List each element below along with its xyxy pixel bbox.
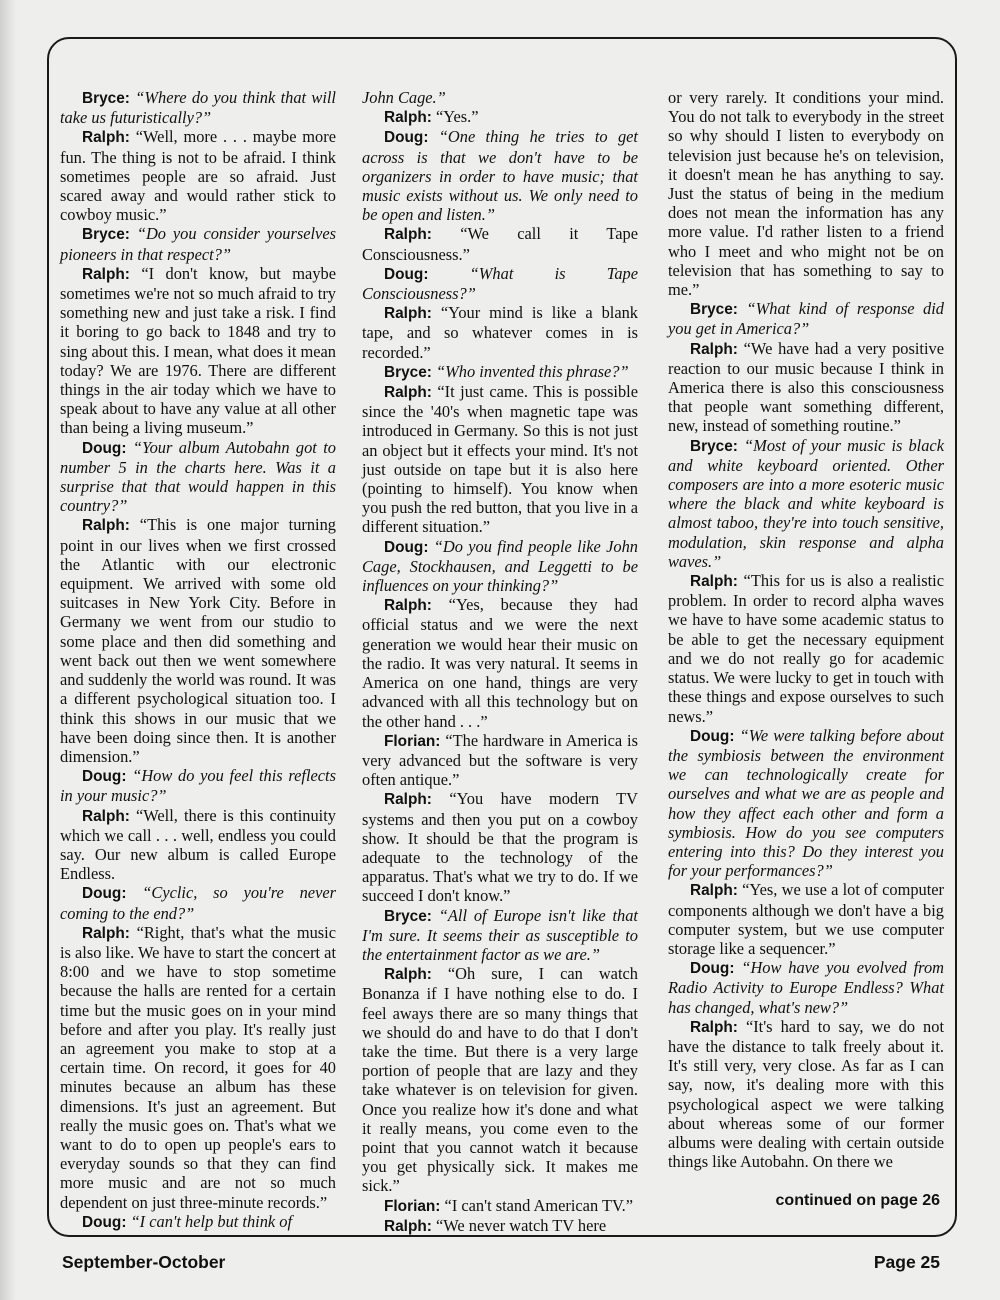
answer-text: “I can't stand American TV.” (444, 1195, 634, 1215)
speaker-name: Ralph: (384, 384, 432, 402)
question-text: “Your album Autobahn got to number 5 in the charts here. Was it a surprise that that would happen in this country?” (60, 437, 336, 516)
speaker-name: Ralph: (82, 807, 130, 825)
interview-paragraph (60, 264, 336, 438)
interview-paragraph (362, 303, 638, 362)
question-text: “Cyclic, so you're never coming to the end?” (60, 883, 336, 923)
interview-paragraph (362, 1196, 638, 1216)
answer-text: “Yes.” (436, 107, 479, 127)
interview-paragraph (362, 595, 638, 730)
question-text: “Do you consider yourselves pioneers in that respect?” (60, 224, 336, 264)
speaker-name: Ralph: (384, 791, 432, 809)
interview-paragraph (362, 1216, 638, 1236)
interview-paragraph (60, 224, 336, 263)
answer-text: “Oh sure, I can watch Bonanza if I have nothing else to do. I feel aways there are so many things that we should do and have to do that I don't take the time. But there is a very large portion of people that are lazy and they take whatever is on television for given. Once you realize how it's done and what it really means, you come even to the point that you cannot watch it because you get physically sick. It makes me sick.” (362, 964, 638, 1196)
speaker-name: Ralph: (82, 924, 130, 942)
answer-text: “Your mind is like a blank tape, and so whatever comes in is recorded.” (362, 303, 638, 362)
interview-paragraph (362, 906, 638, 965)
speaker-name: Ralph: (82, 517, 130, 535)
interview-paragraph (362, 107, 638, 127)
answer-text: “Well, more . . . maybe more fun. The thing is not to be afraid. I think sometimes people are so afraid. Just scared away and would rather stick to cowboy music.” (60, 127, 336, 225)
answer-text: “You have modern TV systems and then you put on a cowboy show. It should be that the program is adequate to the technology of the apparatus. That's what we try to do. If we succeed I don't know.” (362, 789, 638, 906)
speaker-name: Doug: (82, 768, 127, 786)
issue-date: September-October (62, 1252, 226, 1272)
interview-paragraph (362, 382, 638, 537)
speaker-name: Ralph: (690, 340, 738, 358)
answer-text: “This for us is also a realistic problem. In order to record alpha waves we have to have some academic status to be able to get the necessary equipment and we do not really go for academic status. We were lucky to get in touch with these things and expose ourselves to such news.” (668, 571, 944, 726)
continued-note: continued on page 26 (775, 1192, 940, 1209)
interview-paragraph (362, 789, 638, 905)
question-text: “Who invented this phrase?” (436, 361, 629, 381)
interview-paragraph (60, 438, 336, 516)
speaker-name: Doug: (690, 727, 735, 745)
interview-paragraph (668, 880, 944, 958)
answer-text: “It just came. This is possible since the '40's when magnetic tape was introduced in Germany. So this is not just an object but it effects your mind. It's not just outside on tape but it is also here (pointing to himself). You know when you push the red button, that you live in a different situation.” (362, 382, 638, 537)
answer-text: “We call it Tape Consciousness.” (362, 224, 638, 264)
answer-text: “Right, that's what the music is also like. We have to start the concert at 8:00 and we have to stop sometime because the halls are rented for a certain time but the music goes on in your mind before and after you play. It's really just an agreement you make to stop at a certain time. On record, it goes for 40 minutes because an album has these dimensions. It's just an agreement. But really the music goes on. That's what we want to do to open up people's ears to everyday sounds so that they can find more music and are not so much dependent on just three-minute records.” (60, 922, 337, 1212)
speaker-name: Ralph: (82, 265, 130, 283)
answer-text: “This is one major turning point in our lives when we first crossed the Atlantic with our electronic equipment. We arrived with some old suitcases in New York City. Before in Germany we went from our studio to some place and then did something and went back out then we went somewhere and suddenly the world was round. It was a different psychological situation too. I think this shows in our music that we have been doing since then. It is another dimension.” (60, 515, 336, 766)
speaker-name: Doug: (82, 1213, 127, 1231)
speaker-name: Ralph: (384, 109, 432, 127)
speaker-name: Doug: (384, 265, 429, 283)
speaker-name: Florian: (384, 732, 441, 750)
question-text: “What kind of response did you get in America?” (668, 299, 944, 339)
interview-paragraph (668, 339, 944, 436)
interview-paragraph (60, 806, 336, 884)
speaker-name: Doug: (82, 885, 127, 903)
question-text: “How have you evolved from Radio Activity to Europe Endless? What has changed, what's new?” (668, 958, 944, 1017)
interview-paragraph (60, 766, 336, 805)
answer-text: “We have had a very positive reaction to our music because I think in America there is also this consciousness that people want something different, new, instead of something routine.” (668, 338, 944, 436)
question-text: John Cage.” (362, 88, 446, 107)
interview-paragraph (362, 731, 638, 790)
speaker-name: Doug: (690, 960, 735, 978)
interview-paragraph (60, 88, 336, 127)
interview-paragraph (60, 515, 336, 766)
interview-paragraph (60, 127, 336, 224)
speaker-name: Ralph: (384, 966, 432, 984)
answer-text: “We never watch TV here (436, 1215, 607, 1235)
interview-paragraph (668, 958, 944, 1017)
question-text: “I can't help but think of (130, 1211, 293, 1231)
interview-paragraph (668, 726, 944, 881)
speaker-name: Bryce: (82, 226, 130, 244)
speaker-name: Ralph: (690, 882, 738, 900)
interview-paragraph (668, 1017, 944, 1172)
interview-paragraph (362, 224, 638, 263)
interview-paragraph (362, 88, 638, 107)
interview-paragraph (668, 88, 944, 299)
speaker-name: Bryce: (690, 301, 738, 319)
speaker-name: Ralph: (384, 1217, 432, 1235)
answer-text: “I don't know, but maybe sometimes we're not so much afraid to try something new and just take a risk. I find it boring to go back to 1848 and try to sing about this. I mean, what does it mean today? We are 1976. There are different things in the air today which we have to speak about to have any value at all other than being a living museum.” (60, 263, 336, 438)
answer-text: or very rarely. It conditions your mind. You do not talk to everybody in the street so why should I listen to everybody on television just because he's on television, it doesn't mean he has anything to say. Just the status of being in the medium does not mean the information has any more value. I'd rather listen to a friend who I meet and who might not be on television that has something to say to me.” (668, 88, 944, 300)
column-1 (60, 88, 337, 1231)
speaker-name: Ralph: (384, 226, 432, 244)
interview-paragraph (668, 436, 944, 571)
interview-paragraph (362, 127, 638, 224)
question-text: “Where do you think that will take us futuristically?” (60, 88, 336, 128)
column-2 (362, 88, 638, 1235)
answer-text: “The hardware in America is very advanced but the software is very often antique.” (362, 730, 638, 790)
speaker-name: Ralph: (690, 1018, 738, 1036)
answer-text: “Yes, because they had official status and we were the next generation we would hear their music on the radio. It was very natural. It seems in America on one hand, things are very advanced with all this technology but on the other hand . . .” (362, 595, 638, 731)
interview-paragraph (362, 537, 638, 596)
question-text: “Do you find people like John Cage, Stockhausen, and Leggetti to be influences on your thinking?” (362, 536, 638, 596)
interview-paragraph (362, 264, 638, 303)
speaker-name: Bryce: (384, 363, 432, 381)
speaker-name: Ralph: (384, 305, 432, 323)
speaker-name: Florian: (384, 1197, 441, 1215)
speaker-name: Bryce: (82, 90, 130, 107)
answer-text: “Well, there is this continuity which we call . . . well, endless you could say. Our new album is called Europe Endless. (60, 805, 336, 884)
speaker-name: Doug: (384, 129, 429, 147)
page-number: Page 25 (873, 1252, 940, 1272)
interview-paragraph (60, 923, 336, 1212)
speaker-name: Bryce: (384, 907, 432, 925)
speaker-name: Ralph: (384, 597, 432, 615)
column-3 (668, 88, 944, 1213)
question-text: “One thing he tries to get across is that we don't have to be organizers in order to have music; that music exists without us. We only need to be open and listen.” (362, 127, 638, 225)
interview-paragraph (362, 362, 638, 382)
page-binding-shadow (0, 0, 16, 1300)
interview-paragraph (60, 883, 336, 922)
interview-paragraph (362, 964, 638, 1195)
question-text: “Most of your music is black and white keyboard oriented. Other composers are into a more esoteric music where the black and white keyboard is almost taboo, they're into touch sensitive, modulation, skin response and alpha waves.” (668, 435, 944, 571)
question-text: “How do you feel this reflects in your music?” (60, 766, 336, 806)
speaker-name: Doug: (384, 538, 429, 556)
question-text: “All of Europe isn't like that I'm sure. It seems their as susceptible to the entertainment factor as we are.” (362, 905, 638, 964)
interview-paragraph (60, 1212, 336, 1232)
interview-paragraph (668, 299, 944, 338)
speaker-name: Doug: (82, 439, 127, 457)
question-text: “What is Tape Consciousness?” (362, 263, 638, 304)
question-text: “We were talking before about the symbiosis between the environment we can technologically create for ourselves and what we are as people and how they affect each other and form a symbiosis. How do you see computers entering into this? Do they interest you for your performances?” (668, 725, 944, 881)
speaker-name: Bryce: (690, 437, 738, 455)
answer-text: “It's hard to say, we do not have the distance to talk freely about it. It's still very, very close. As far as I can say, now, it's dealing more with this psychological aspect we were talking about whereas some of our former albums were dealing with certain outside things like Autobahn. On there we (668, 1016, 944, 1172)
speaker-name: Ralph: (690, 573, 738, 591)
answer-text: “Yes, we use a lot of computer components although we don't have a big computer system, but we use computer storage like a sequencer.” (668, 880, 944, 958)
interview-paragraph (668, 571, 944, 726)
speaker-name: Ralph: (82, 129, 130, 147)
